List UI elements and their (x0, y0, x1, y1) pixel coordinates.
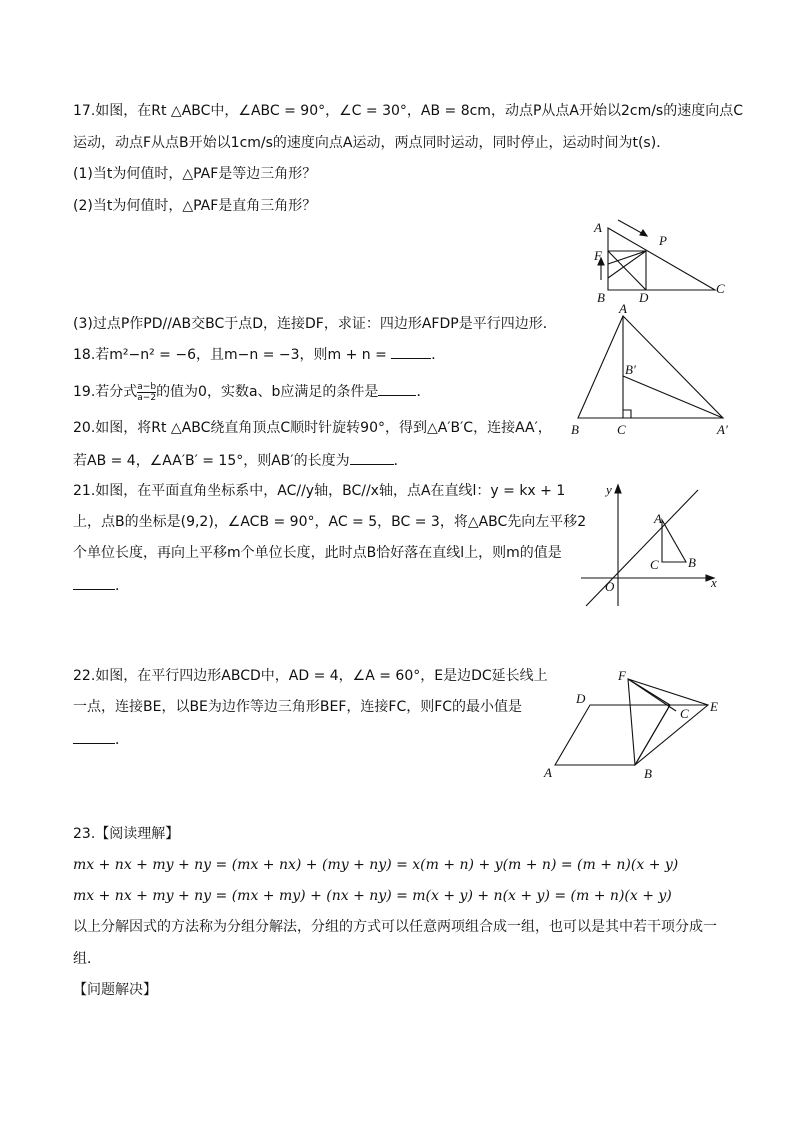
q20-label-b1: B′ (625, 362, 636, 377)
q20-segment-b1a1 (623, 376, 723, 418)
q17-label-b: B (597, 290, 605, 305)
q20-line-2 (73, 450, 408, 471)
q21-figure (578, 482, 728, 612)
q19-denominator: a−2 (137, 392, 157, 403)
q18-line (73, 344, 445, 365)
q22-line-3 (73, 729, 129, 750)
q17-arrowhead-p (640, 230, 647, 236)
q20-answer-blank (350, 450, 394, 465)
q19-answer-blank (378, 381, 416, 396)
q19-end: ． (416, 384, 431, 400)
q22-line-2: 一点，连接BE，以BE为边作等边三角形BEF，连接FC，则FC的最小值是 (73, 699, 523, 715)
q17-label-f: F (594, 248, 602, 263)
q17-line-2: 运动，动点F从点B开始以1cm/s的速度向点A运动，两点同时运动，同时停止，运动时间为t(s)． (73, 135, 671, 151)
q19-text-b: 的值为0，实数a、b应满足的条件是 (156, 384, 379, 400)
q21-label-a: A (654, 511, 662, 526)
q21-triangle-abc (662, 520, 686, 562)
q21-end: ． (115, 578, 129, 594)
q17-label-p: P (659, 233, 667, 248)
q23-description-2: 组． (73, 951, 101, 967)
q17-label-a: A (594, 220, 602, 235)
q17-part-1: (1)当t为何值时，△PAF是等边三角形？ (73, 166, 317, 182)
q17-segment-fd (608, 251, 646, 290)
q21-label-b: B (688, 555, 696, 570)
q20-label-b: B (571, 422, 579, 437)
q21-label-o: O (605, 579, 615, 594)
q20-triangle-aba1 (578, 316, 723, 418)
q21-line-4 (73, 575, 129, 596)
q17-label-d: D (639, 290, 649, 305)
q22-end: ． (115, 732, 129, 748)
q21-label-c: C (650, 557, 659, 572)
q20-end: ． (393, 453, 408, 469)
q18-answer-blank (391, 344, 431, 359)
q18-end: ． (431, 347, 446, 363)
q21-label-x: x (711, 575, 717, 590)
q22-line-1: 22.如图，在平行四边形ABCD中，AD = 4，∠A = 60°，E是边DC延长线上 (73, 668, 548, 684)
q22-segment-bc (635, 705, 670, 765)
q19-text-a: 19.若分式 (73, 384, 138, 400)
q22-extra-segment (628, 679, 676, 711)
q20-label-c: C (617, 422, 626, 437)
q22-label-d: D (576, 691, 586, 706)
q21-label-y: y (606, 482, 612, 497)
q23-equation-2: mx + nx + my + ny = (mx + my) + (nx + ny) = m(x + y) + n(x + y) = (m + n)(x + y) (73, 888, 672, 904)
q21-line-l (586, 490, 698, 606)
q17-label-c: C (716, 281, 725, 296)
q23-description-1: 以上分解因式的方法称为分组分解法，分组的方式可以任意两项组合成一组，也可以是其中若干项分成一 (73, 919, 717, 935)
q21-line-3: 个单位长度，再向上平移m个单位长度，此时点B恰好落在直线l上，则m的值是 (73, 545, 562, 561)
q21-line-1: 21.如图，在平面直角坐标系中，AC//y轴，BC//x轴，点A在直线l：y = kx + 1 (73, 483, 566, 499)
q22-label-f: F (618, 668, 626, 683)
q17-part-2: (2)当t为何值时，△PAF是直角三角形？ (73, 198, 317, 214)
q20-line-1: 20.如图，将Rt △ABC绕直角顶点C顺时针旋转90°，得到△A′B′C，连接AA′， (73, 420, 552, 436)
q23-equation-1: mx + nx + my + ny = (mx + nx) + (my + ny) = x(m + n) + y(m + n) = (m + n)(x + y) (73, 857, 679, 873)
q20-text: 若AB = 4，∠AA′B′ = 15°，则AB′的长度为 (73, 453, 350, 469)
q19-numerator: a−b (137, 381, 157, 392)
q21-answer-blank (73, 575, 115, 590)
q23-problem-heading: 【问题解决】 (73, 982, 157, 998)
q20-label-a1: A′ (717, 422, 728, 437)
q17-part-3: (3)过点P作PD//AB交BC于点D，连接DF，求证：四边形AFDP是平行四边形． (73, 316, 557, 332)
q17-line-1: 17.如图，在Rt △ABC中，∠ABC = 90°，∠C = 30°，AB = 8cm，动点P从点A开始以2cm/s的速度向点C (73, 103, 743, 119)
q17-figure (585, 218, 735, 308)
q22-label-e: E (710, 699, 718, 714)
q21-y-arrowhead (615, 485, 621, 493)
q20-right-angle-mark (623, 410, 631, 418)
q23-title: 23.【阅读理解】 (73, 826, 180, 842)
q20-label-a: A (619, 301, 627, 316)
q21-line-2: 上，点B的坐标是(9,2)，∠ACB = 90°，AC = 5，BC = 3，将△ABC先向左平移2 (73, 514, 587, 530)
q17-segment-extra-2 (608, 251, 646, 278)
q18-text: 18.若m²−n² = −6，且m−n = −3，则m + n = (73, 347, 392, 363)
q22-triangle-bef (628, 679, 708, 765)
q22-label-c: C (680, 706, 689, 721)
q20-figure (568, 301, 738, 438)
q19-fraction (137, 382, 156, 403)
q22-label-a: A (544, 765, 552, 780)
q19-line (73, 381, 430, 403)
q22-answer-blank (73, 729, 115, 744)
q22-figure (540, 668, 730, 783)
q22-label-b: B (644, 766, 652, 781)
